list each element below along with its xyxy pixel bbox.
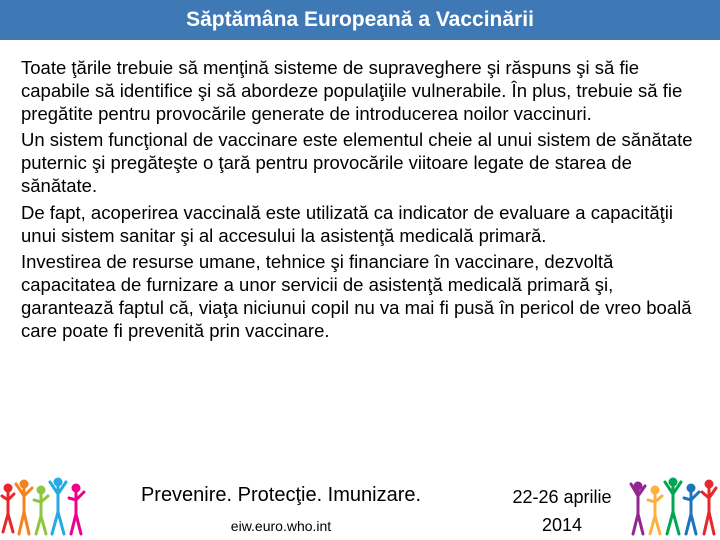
event-dates: 22-26 aprilie — [512, 487, 612, 507]
paragraph-3: De fapt, acoperirea vaccinală este utilizată ca indicator de evaluare a capacităţii unui sistem sanitar şi al accesului la asistenţă medicală primară. — [21, 201, 673, 246]
figure-icon — [50, 479, 66, 534]
body-text — [21, 56, 706, 345]
people-figures-logo-left-icon — [0, 474, 92, 540]
figure-icon — [684, 485, 699, 534]
figure-icon — [34, 487, 48, 534]
people-figures-logo-right-icon — [628, 474, 720, 540]
paragraph-2: Un sistem funcţional de vaccinare este elementul cheie al unui sistem de sănătate puternic şi pregăteşte o ţară pentru provocările viitoare legate de starea de sănătate. — [21, 129, 693, 197]
figure-icon — [648, 487, 662, 534]
figure-icon — [2, 485, 14, 532]
figure-icon — [631, 483, 645, 534]
paragraph-1: Toate ţările trebuie să menţină sisteme de supraveghere şi răspuns şi să fie capabile să identifice şi să abordeze populaţiile vulnerabile. În plus, trebuie să fie pregătite pentru provocările generate de introducerea noilor vaccinuri. — [21, 57, 683, 125]
campaign-url: eiw.euro.who.int — [230, 518, 332, 534]
figure-icon — [69, 485, 84, 534]
event-year: 2014 — [541, 515, 583, 535]
figure-icon — [16, 481, 32, 534]
campaign-tagline: Prevenire. Protecţie. Imunizare. — [140, 484, 422, 506]
slide-title-bar — [0, 0, 720, 40]
figure-icon — [665, 479, 681, 534]
slide-title: Săptămâna Europeană a Vaccinării — [186, 8, 534, 31]
paragraph-4: Investirea de resurse umane, tehnice şi financiare în vaccinare, dezvoltă capacitatea de furnizare a unor servicii de asistenţă medicală primară şi, garantează faptul că, viaţa niciunui copil nu va mai fi pusă în pericol de vreo boală care poate fi prevenită prin vaccinare. — [21, 250, 692, 342]
figure-icon — [702, 481, 716, 534]
